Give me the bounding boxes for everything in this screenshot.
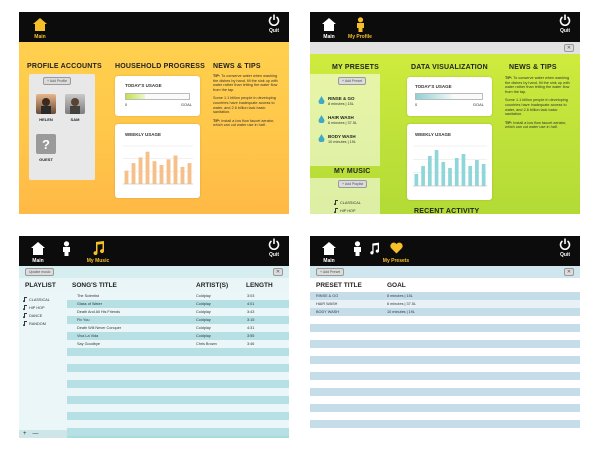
table-row-empty xyxy=(67,372,289,380)
table-row-empty xyxy=(310,356,580,364)
music-list-item[interactable]: HIP HOP xyxy=(334,208,356,213)
col-preset-title: PRESET TITLE xyxy=(316,282,362,289)
table-row-empty xyxy=(310,404,580,412)
top-nav-bar xyxy=(310,236,580,266)
weekly-usage-bar xyxy=(160,165,164,184)
sub-toolbar xyxy=(310,266,580,278)
table-row[interactable]: Glass of Water Coldplay 4:01 xyxy=(67,300,289,308)
weekly-usage-card xyxy=(115,124,200,198)
quit-label: Quit xyxy=(269,28,279,34)
weekly-usage-bar xyxy=(125,171,129,184)
col-song-title: SONG'S TITLE xyxy=(72,282,117,289)
todays-usage-card xyxy=(407,77,492,116)
quit-button[interactable] xyxy=(265,14,283,40)
table-row-empty xyxy=(310,412,580,420)
water-drop-icon xyxy=(318,96,325,104)
add-preset-button[interactable]: + Add Preset xyxy=(338,77,366,85)
weekly-usage-bar xyxy=(455,158,459,186)
weekly-usage-bar xyxy=(167,159,171,184)
avatar-helen[interactable] xyxy=(36,94,56,114)
table-row-empty xyxy=(67,348,289,356)
recent-activity-title: RECENT ACTIVITY xyxy=(414,208,480,214)
news-tips-list xyxy=(213,74,279,132)
tip-item: TIP: Install a low flow faucet aerator, which can cut water use in half. xyxy=(505,120,567,130)
weekly-usage-bar xyxy=(428,156,432,186)
preset-item[interactable]: RINSE & GO 8 minutes | 15L xyxy=(318,96,355,106)
household-progress-title: HOUSEHOLD PROGRESS xyxy=(115,63,205,70)
weekly-usage-card xyxy=(407,124,492,200)
power-icon xyxy=(268,14,280,27)
tab-my-profile[interactable] xyxy=(51,236,81,266)
home-icon xyxy=(322,239,336,257)
update-music-button[interactable]: Update music xyxy=(25,268,54,276)
my-presets-title: MY PRESETS xyxy=(332,64,379,71)
table-row-empty xyxy=(67,388,289,396)
profile-name-sam: SAM xyxy=(70,117,80,122)
tab-main[interactable] xyxy=(23,236,53,266)
table-row-empty xyxy=(310,332,580,340)
close-icon: ✕ xyxy=(566,269,572,275)
table-row[interactable]: Say Goodbye Chris Brown 3:46 xyxy=(67,340,289,348)
music-list-item[interactable]: CLASSICAL xyxy=(334,200,361,205)
presets-box xyxy=(310,74,380,166)
weekly-usage-bar xyxy=(188,163,192,184)
weekly-usage-chart xyxy=(123,142,193,190)
col-artist: ARTIST(S) xyxy=(196,282,229,289)
table-row-empty xyxy=(310,372,580,380)
top-nav-bar xyxy=(310,12,580,42)
weekly-usage-bar xyxy=(415,174,419,186)
table-row[interactable]: Death Will Never Conquer Coldplay 4:31 xyxy=(67,324,289,332)
data-visualization-title: DATA VISUALIZATION xyxy=(411,64,488,71)
playlist-item[interactable]: HIP HOP xyxy=(23,305,45,310)
col-length: LENGTH xyxy=(246,282,273,289)
close-button[interactable] xyxy=(273,268,283,276)
weekly-usage-bar xyxy=(174,156,178,185)
playlist-item[interactable]: DANCE xyxy=(23,313,42,318)
weekly-usage-label: WEEKLY USAGE xyxy=(415,132,452,137)
gauge-zero: 0 xyxy=(415,102,418,107)
sub-toolbar xyxy=(310,42,580,54)
add-playlist-button[interactable]: + xyxy=(23,431,27,437)
preset-item[interactable]: BODY WASH 10 minutes | 19L xyxy=(318,134,356,144)
weekly-usage-bar xyxy=(448,168,452,186)
weekly-usage-bar xyxy=(475,160,479,186)
quit-label: Quit xyxy=(560,252,570,258)
table-row-empty xyxy=(310,364,580,372)
table-row-empty xyxy=(310,388,580,396)
power-icon xyxy=(559,238,571,251)
table-row-empty xyxy=(310,324,580,332)
power-icon xyxy=(559,14,571,27)
playlist-item[interactable]: CLASSICAL xyxy=(23,297,50,302)
tip-item: Some 1.1 billion people in developing countries have inadequate access to water, and 2.6 billion lack basic sanitation. xyxy=(213,96,276,115)
weekly-usage-bar xyxy=(146,152,150,184)
remove-playlist-button[interactable]: — xyxy=(32,431,39,437)
my-music-title: MY MUSIC xyxy=(334,168,371,175)
music-note-icon xyxy=(334,208,338,213)
music-note-icon xyxy=(23,313,27,318)
water-drop-icon xyxy=(318,134,325,142)
table-row[interactable]: Viva La Vida Coldplay 3:55 xyxy=(67,332,289,340)
todays-usage-gauge xyxy=(415,93,483,100)
person-icon xyxy=(62,239,71,257)
music-note-icon xyxy=(23,305,27,310)
tab-main-label: Main xyxy=(34,34,46,40)
main-screen xyxy=(19,12,289,214)
news-tips-title: NEWS & TIPS xyxy=(213,63,261,70)
col-goal: GOAL xyxy=(387,282,406,289)
table-row-empty xyxy=(67,356,289,364)
add-playlist-button[interactable]: + Add Playlist xyxy=(338,180,367,188)
close-icon: ✕ xyxy=(275,269,281,275)
weekly-usage-bar xyxy=(435,150,439,186)
music-box xyxy=(310,178,380,214)
music-note-icon xyxy=(92,239,104,257)
table-row-empty xyxy=(310,420,580,428)
songs-table xyxy=(67,292,289,438)
close-button[interactable] xyxy=(564,44,574,52)
table-row[interactable]: Fix You Coldplay 3:15 xyxy=(67,316,289,324)
music-note-icon xyxy=(23,321,27,326)
table-row[interactable]: BODY WASH 10 minutes | 19L xyxy=(310,308,580,316)
close-button[interactable] xyxy=(564,268,574,276)
table-row-empty xyxy=(310,396,580,404)
tab-main-label: Main xyxy=(323,34,335,40)
table-row-empty xyxy=(67,364,289,372)
profile-name-helen: HELEN xyxy=(39,117,53,122)
music-note-icon xyxy=(334,200,338,205)
gauge-zero: 0 xyxy=(125,102,128,107)
add-profile-button[interactable]: + Add Profile xyxy=(43,77,71,85)
todays-usage-label: TODAY'S USAGE xyxy=(125,83,162,88)
person-icon xyxy=(353,239,362,257)
avatar-sam[interactable] xyxy=(65,94,85,114)
todays-usage-gauge xyxy=(125,93,190,100)
table-row[interactable]: HAIR WASH 6 minutes | 37.5L xyxy=(310,300,580,308)
tab-main[interactable] xyxy=(25,12,55,42)
quit-button[interactable] xyxy=(265,238,283,264)
heart-icon xyxy=(390,239,403,257)
playlist-sidebar xyxy=(19,292,67,438)
table-row-empty xyxy=(310,340,580,348)
table-row[interactable]: The Scientist Coldplay 3:03 xyxy=(67,292,289,300)
table-row-empty xyxy=(310,380,580,388)
tip-item: TIP: Install a low flow faucet aerator, which can cut water use in half. xyxy=(213,118,275,128)
table-row-empty xyxy=(67,412,289,420)
water-drop-icon xyxy=(318,115,325,123)
guest-question-icon[interactable]: ? xyxy=(36,134,56,154)
profile-name-guest: GUEST xyxy=(39,157,53,162)
my-profile-screen xyxy=(310,12,580,214)
home-icon xyxy=(31,239,45,257)
close-icon: ✕ xyxy=(566,45,572,51)
table-row[interactable]: RINSE & GO 8 minutes | 15L xyxy=(310,292,580,300)
weekly-usage-bar xyxy=(153,161,157,184)
weekly-usage-chart xyxy=(413,142,487,192)
tab-my-presets[interactable] xyxy=(378,236,414,266)
profile-accounts-box xyxy=(29,74,95,180)
my-music-screen xyxy=(19,236,289,438)
weekly-usage-bar xyxy=(421,166,425,186)
tab-my-profile-label: My Profile xyxy=(348,34,372,40)
tab-main-label: Main xyxy=(32,258,44,264)
table-row-empty xyxy=(310,428,580,436)
tab-my-music[interactable] xyxy=(81,236,115,266)
col-playlist: PLAYLIST xyxy=(25,282,56,289)
table-row-empty xyxy=(67,396,289,404)
tip-item: TIP: To conserve water when washing the dishes by hand, fill the sink up with water rather than letting the water flow from the tap. xyxy=(505,76,570,94)
tab-main[interactable] xyxy=(314,12,344,42)
add-preset-button[interactable]: + Add Preset xyxy=(316,268,344,276)
todays-usage-label: TODAY'S USAGE xyxy=(415,84,452,89)
weekly-usage-bar xyxy=(181,167,185,184)
home-icon xyxy=(322,15,336,33)
weekly-usage-bar xyxy=(468,166,472,186)
weekly-usage-bar xyxy=(482,164,486,186)
tab-my-profile[interactable] xyxy=(342,12,378,42)
news-tips-list xyxy=(505,76,571,134)
tab-my-music-label: My Music xyxy=(86,258,110,264)
my-presets-screen xyxy=(310,236,580,438)
todays-usage-fill xyxy=(126,94,145,99)
playlist-item[interactable]: RANDOM xyxy=(23,321,46,326)
quit-label: Quit xyxy=(560,28,570,34)
top-nav-bar xyxy=(19,12,289,42)
table-row-empty xyxy=(67,380,289,388)
quit-label: Quit xyxy=(269,252,279,258)
gauge-goal: GOAL xyxy=(180,102,192,107)
weekly-usage-bar xyxy=(139,157,143,184)
preset-item[interactable]: HAIR WASH 6 minutes | 37.5L xyxy=(318,115,357,125)
table-row[interactable]: Death And All His Friends Coldplay 3:43 xyxy=(67,308,289,316)
todays-usage-card xyxy=(115,76,200,116)
tip-item: TIP: To conserve water when washing the dishes by hand, fill the sink up with water rather than letting the water flow from the tap. xyxy=(213,74,278,92)
top-nav-bar xyxy=(19,236,289,266)
presets-table xyxy=(310,292,580,438)
news-tips-title: NEWS & TIPS xyxy=(509,64,557,71)
home-icon xyxy=(33,15,47,33)
profile-accounts-title: PROFILE ACCOUNTS xyxy=(27,63,102,70)
sub-toolbar xyxy=(19,266,289,278)
music-note-icon xyxy=(23,297,27,302)
tab-my-presets-label: My Presets xyxy=(382,258,410,264)
table-row-empty xyxy=(67,404,289,412)
table-row-empty xyxy=(310,348,580,356)
table-row-empty xyxy=(310,316,580,324)
table-row-empty xyxy=(67,428,289,436)
quit-button[interactable] xyxy=(556,238,574,264)
table-row-empty xyxy=(67,420,289,428)
todays-usage-fill xyxy=(416,94,452,99)
weekly-usage-bar xyxy=(132,163,136,184)
quit-button[interactable] xyxy=(556,14,574,40)
playlist-footer xyxy=(19,430,67,438)
weekly-usage-bar xyxy=(462,154,466,186)
weekly-usage-label: WEEKLY USAGE xyxy=(125,132,162,137)
weekly-usage-bar xyxy=(441,162,445,186)
tip-item: Some 1.1 billion people in developing countries have inadequate access to water, and 2.6 billion lack basic sanitation. xyxy=(505,98,568,117)
tab-main-label: Main xyxy=(323,258,335,264)
power-icon xyxy=(268,238,280,251)
gauge-goal: GOAL xyxy=(472,102,484,107)
tab-main[interactable] xyxy=(314,236,344,266)
person-icon xyxy=(356,15,365,33)
